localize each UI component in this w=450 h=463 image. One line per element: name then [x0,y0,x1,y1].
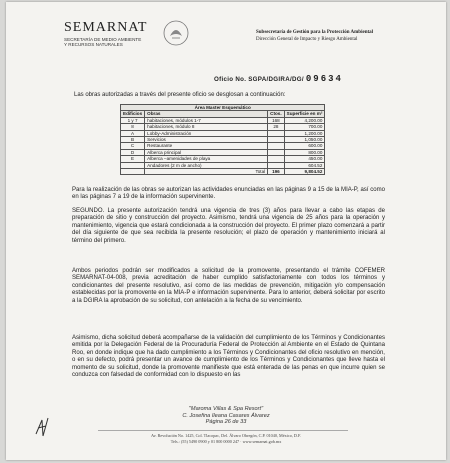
table-cell: Restaurante [145,143,268,149]
header-right [256,29,373,43]
intro-text: Las obras autorizadas a través del presente oficio se desglosan a continuación: [74,92,286,98]
table-cell: habitaciones, módulos 1-7 [145,117,268,123]
table-header: Ctos. [268,111,284,117]
promovente-name: C. Josefina Ileana Casares Álvarez [182,412,270,419]
total-superficie: 9,804.52 [284,169,325,175]
table-cell: 700.00 [284,124,325,130]
project-name: "Maroma Villas & Spa Resort" [188,406,264,412]
table-cell: 1,200.00 [284,130,325,136]
table-cell: 450.00 [284,156,325,162]
total-label: Total [145,169,268,175]
total-blank [121,169,145,175]
brand-title: SEMARNAT [64,20,148,35]
table-cell: B [121,137,145,143]
table-cell: 168 [268,117,284,123]
table-cell: 600.00 [284,143,325,149]
oficio-label: Oficio No. SGPA/DGIRA/DG/ [214,76,304,83]
table-cell: 1,050.00 [284,137,325,143]
address-line: Av. Revolución No. 1425, Col. Tlacopac, Del. Álvaro Obregón, C.P. 01040, México, D.F. [150,433,302,438]
table-cell: 800.00 [284,149,325,155]
table-cell: Alberca principal [145,149,268,155]
paragraph-segundo: SEGUNDO. La presente autorización tendrá una vigencia de tres (3) años para llevar a cabo las etapas de preparación de sitio y construcción del proyecto. Asimismo, tendrá una vigencia de 25 años para la operación y mantenimiento, vigencia que estará condicionada a la construcción del proyecto. El primer plazo comenzará a partir del día siguiente de que sea recibida la presente resolución; el plazo de operación y mantenimiento iniciará al término del primero. [72,208,385,244]
table-title: Área Master Esquemático [121,105,325,111]
subsecretaria-text: Subsecretaría de Gestión para la Protección Ambiental [256,30,374,35]
page-number: Página 26 de 33 [205,419,247,426]
total-ctos: 196 [268,169,284,175]
works-table [120,104,325,175]
oficio-number [214,74,343,84]
table-cell: Servicios [145,137,268,143]
national-emblem-icon [162,18,190,48]
table-header: Superficie en m² [284,111,325,117]
table-cell: 8 [121,124,145,130]
table-cell: C [121,143,145,149]
table-header: Edificios [121,111,145,117]
paragraph-periodos: Ambos periodos podrán ser modificados a solicitud de la promovente, presentando el trámite COFEMER SEMARNAT-04-008, previa acreditación de haber cumplido satisfactoriamente con todos los términos y condicionantes del presente resolutivo, así como de las medidas de prevención, mitigación y/o compensación establecidas por la promovente en la MIA-P e información supervinente. Para lo anterior, deberá solicitar por escrito a la DGIRA la aprobación de su solicitud, con antelación a la fecha de su vencimiento. [72,268,385,304]
table-cell: 28 [268,124,284,130]
table-cell: Andadores (2 m de ancho) [145,162,268,168]
paragraph-validacion: Asimismo, dicha solicitud deberá acompañarse de la validación del cumplimiento de los Términos y Condicionantes emitida por la Delegación Federal de la Procuraduría Federal de Protección al Ambiente en el Estado de Quintana Roo, en donde indique que ha dado cumplimiento a los Términos y Condicionantes del oficio resolutivo en mención, o en su defecto, podrá presentar un avance de cumplimiento de los Términos y Condicionantes que lleve hasta el momento de su solicitud, donde la promovente manifieste que está enterada de las penas en que incurre quien se conduzca con falsedad de conformidad con lo dispuesto en las [72,335,385,379]
oficio-num: 09634 [305,74,343,84]
table-cell: Lobby-Administración [145,130,268,136]
table-cell: 4,200.00 [284,117,325,123]
table-cell: habitaciones, módulo 8 [145,124,268,130]
table-cell: E [121,156,145,162]
table-cell: A [121,130,145,136]
table-cell: D [121,149,145,155]
table-cell: 1 y 7 [121,117,145,123]
direccion-text: Dirección General de Impacto y Riesgo Ambiental [256,37,358,42]
footer-divider [98,430,348,431]
table-header: Obras [145,111,268,117]
page-footer [6,406,446,426]
document-page [6,2,446,460]
paragraph-activities: Para la realización de las obras se autorizan las actividades enunciadas en las páginas 9 a 15 de la MIA-P, así como en las páginas 7 a 19 de la información supervinente. [72,187,385,201]
brand-subtitle: SECRETARÍA DE MEDIO AMBIENTE Y RECURSOS NATURALES [64,37,142,48]
contact-line: Tels.: (55) 5490 0900 y 01 800 0000 247 · www.semarnat.gob.mx [170,439,282,444]
table-cell: 604.52 [284,162,325,168]
address-block [6,433,446,445]
table-cell: Alberca –amenidades de playa [145,156,268,162]
